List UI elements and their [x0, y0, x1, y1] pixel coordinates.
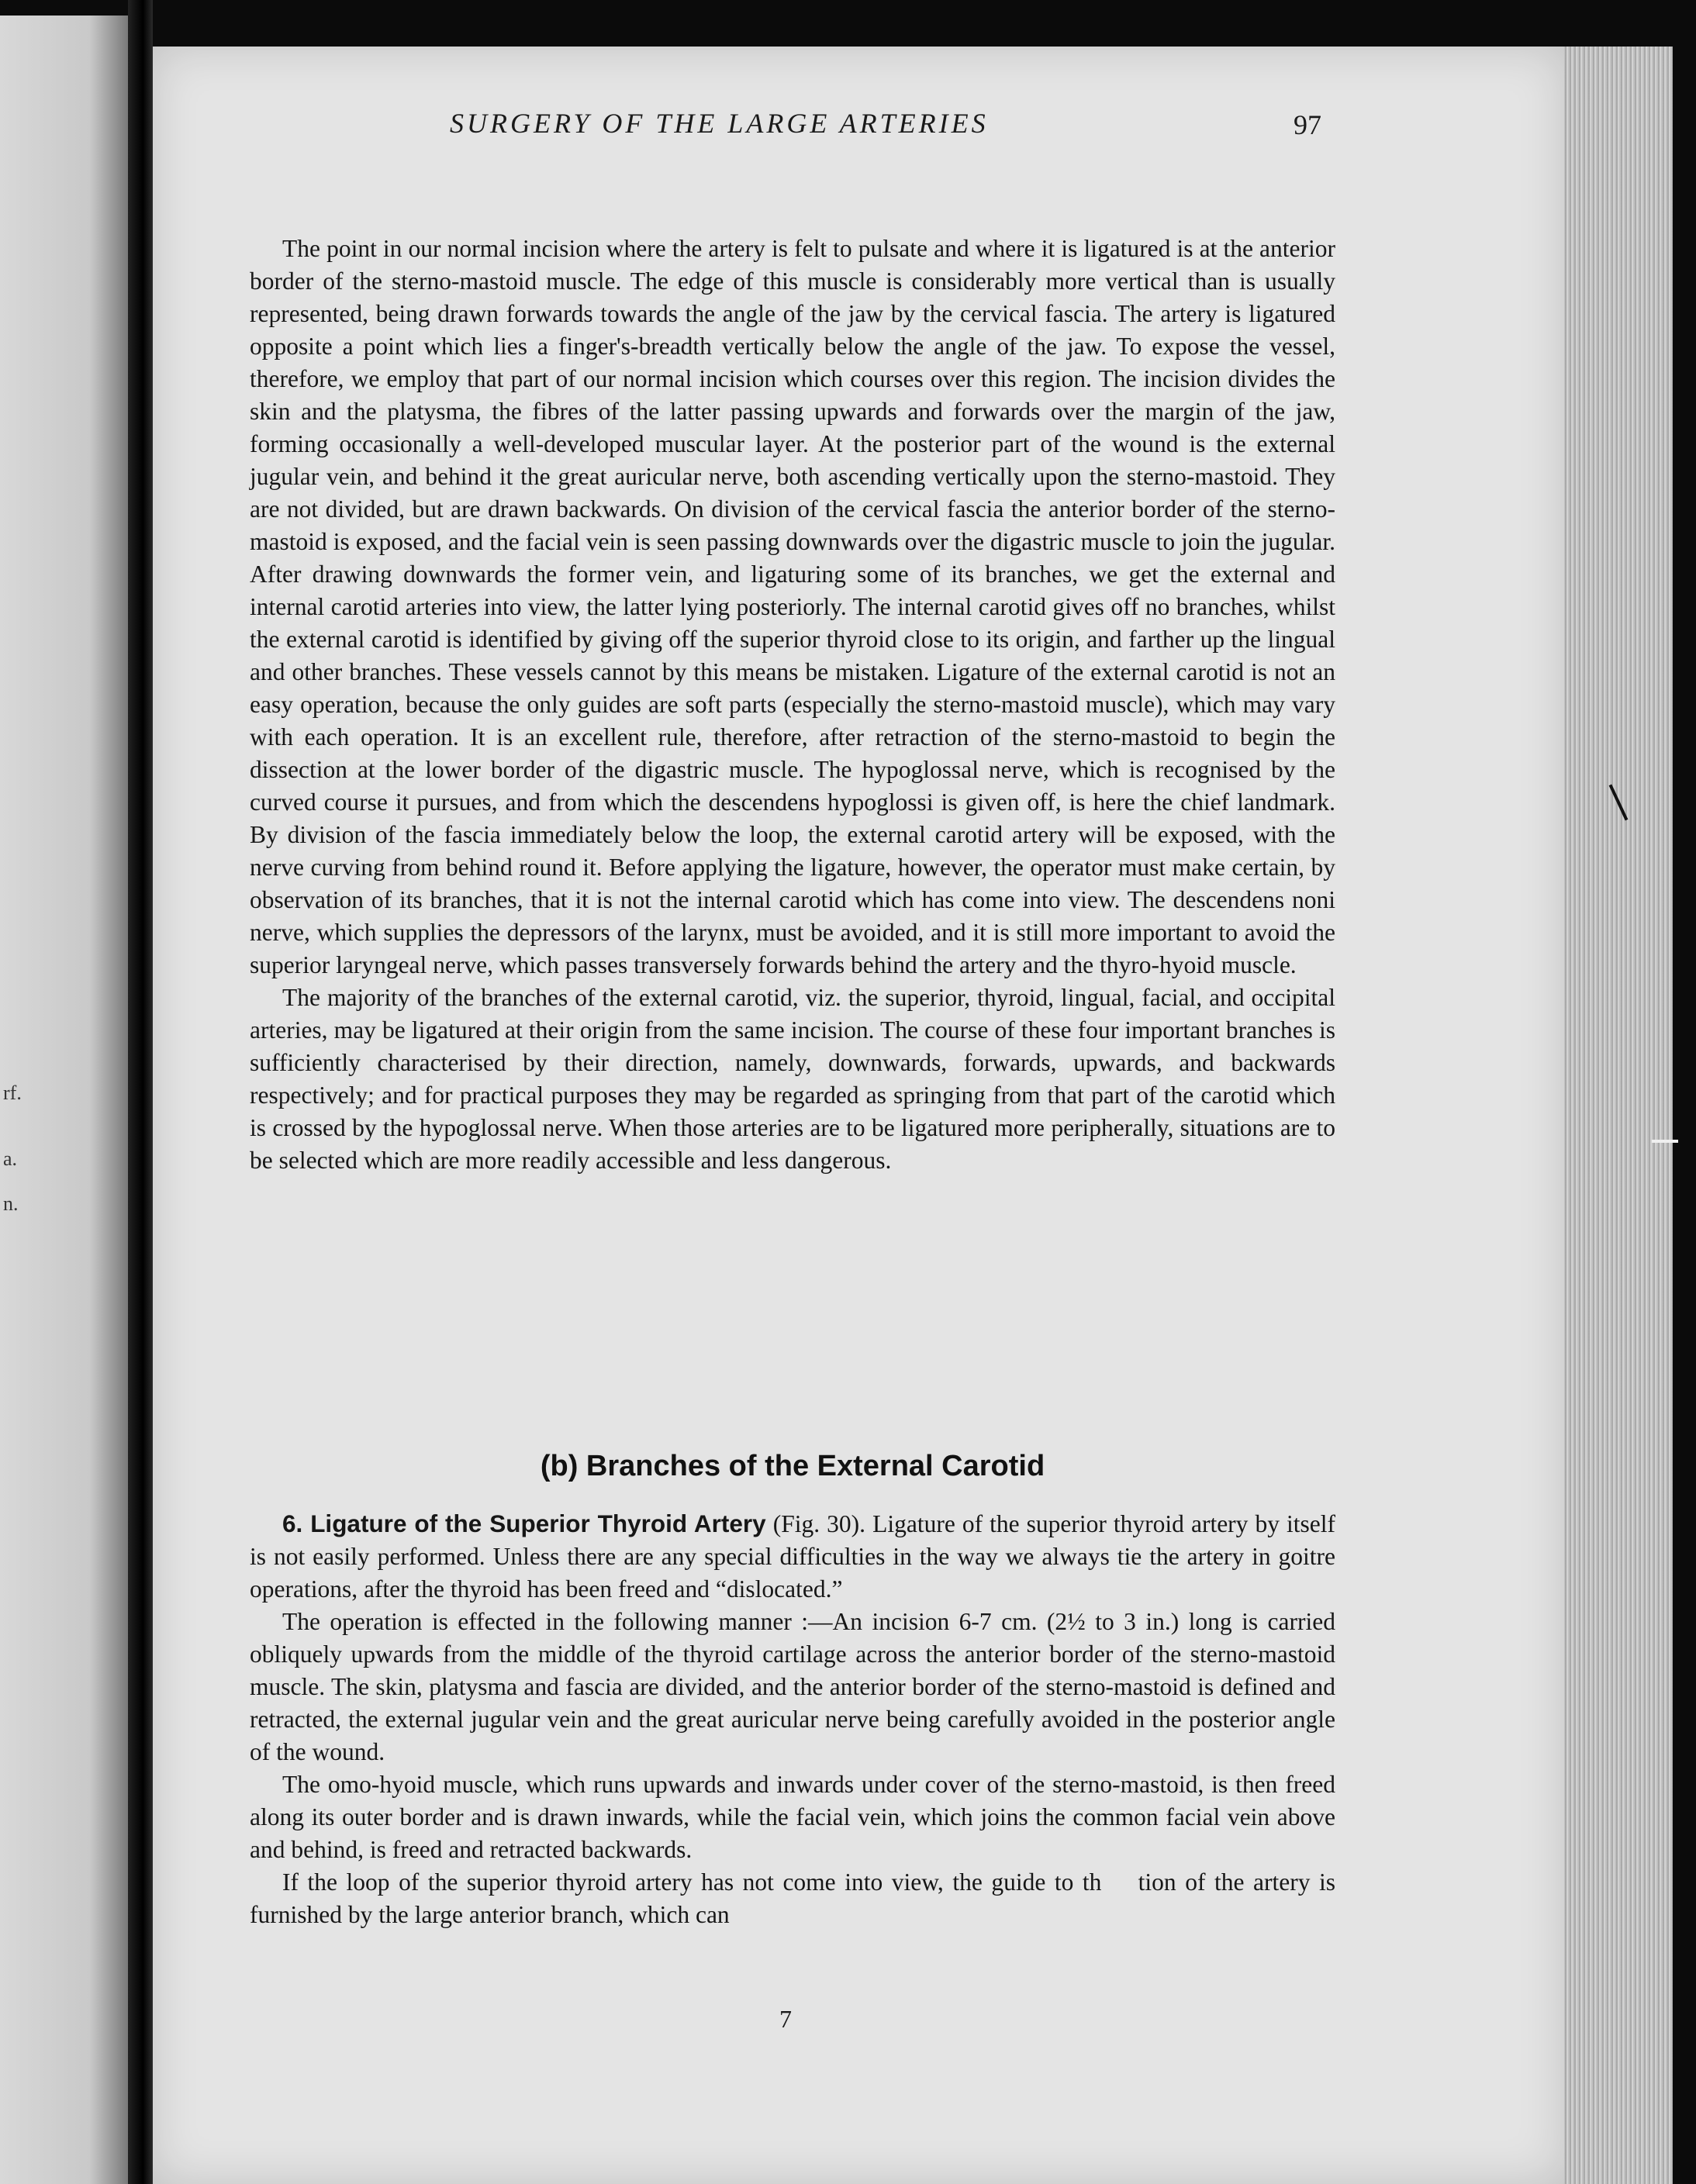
main-text-block [250, 233, 1335, 1177]
prev-page-fragment: n. [3, 1192, 19, 1215]
running-head: SURGERY OF THE LARGE ARTERIES [450, 108, 989, 139]
prev-page-fragment: rf. [3, 1082, 22, 1104]
paragraph-text: (Fig. 30). Ligature of the superior thyroid artery by itself is not easily performed. Unless there are any special difficulties in the way we always tie the artery in goitre operations, after the thyroid has been freed and “dislocated.” [250, 1510, 1335, 1603]
paragraph: The point in our normal incision where the artery is felt to pulsate and where it is ligatured is at the anterior border of the sterno-mastoid muscle. The edge of this muscle is considerably more vertical than is usually represented, being drawn forwards towards the angle of the jaw by the cervical fascia. The artery is ligatured opposite a point which lies a finger's-breadth vertically below the angle of the jaw. To expose the vessel, therefore, we employ that part of our normal incision which courses over this region. The incision divides the skin and the platysma, the fibres of the latter passing upwards and forwards over the margin of the jaw, forming occasionally a well-developed muscular layer. At the posterior part of the wound is the external jugular vein, and behind it the great auricular nerve, both ascending vertically upon the sterno-mastoid. They are not divided, but are drawn backwards. On division of the cervical fascia the anterior border of the sterno-mastoid is exposed, and the facial vein is seen passing downwards over the digastric muscle to join the jugular. After drawing downwards the former vein, and ligaturing some of its branches, we get the external and internal carotid arteries into view, the latter lying posteriorly. The internal carotid gives off no branches, whilst the external carotid is identified by giving off the superior thyroid close to its origin, and farther up the lingual and other branches. These vessels cannot by this means be mistaken. Ligature of the external carotid is not an easy operation, because the only guides are soft parts (especially the sterno-mastoid muscle), which may vary with each operation. It is an excellent rule, therefore, after retraction of the sterno-mastoid to begin the dissection at the lower border of the digastric muscle. The hypoglossal nerve, which is recognised by the curved course it pursues, and from which the descendens hypoglossi is given off, is here the chief landmark. By division of the fascia immediately below the loop, the external carotid artery will be exposed, with the nerve curving from behind round it. Before applying the ligature, however, the operator must make certain, by observation of its branches, that it is not the internal carotid which has come into view. The descendens noni nerve, which supplies the depressors of the larynx, must be avoided, and it is still more important to avoid the superior laryngeal nerve, which passes transversely forwards behind the artery and the thyro-hyoid muscle. [250, 235, 1335, 978]
section-text-block [250, 1507, 1335, 1931]
paragraph: The omo-hyoid muscle, which runs upwards and inwards under cover of the sterno-mastoid, is then freed along its outer border and is drawn inwards, while the facial vein, which joins the common facial vein above and behind, is freed and retracted backwards. [250, 1771, 1335, 1863]
previous-page-edge [0, 16, 128, 2184]
book-gutter [128, 0, 153, 2184]
paragraph: The majority of the branches of the external carotid, viz. the superior, thyroid, lingual, facial, and occipital arteries, may be ligatured at their origin from the same incision. The course of these four important branches is sufficiently characterised by their direction, namely, downwards, forwards, upwards, and backwards respectively; and for practical purposes they may be regarded as springing from that part of the carotid which is crossed by the hypoglossal nerve. When those arteries are to be ligatured more peripherally, situations are to be selected which are more readily accessible and less dangerous. [250, 984, 1335, 1174]
page-number: 97 [1294, 109, 1321, 140]
page-fore-edge [1564, 47, 1673, 2184]
subsection-title: 6. Ligature of the Superior Thyroid Artery [282, 1509, 766, 1537]
prev-page-fragment: a. [3, 1147, 18, 1170]
scan-artifact-mark [1652, 1140, 1678, 1143]
paragraph: If the loop of the superior thyroid artery has not come into view, the guide to th tion of the artery is furnished by the large anterior branch, which can [250, 1868, 1335, 1928]
section-heading: (b) Branches of the External Carotid [540, 1450, 1045, 1482]
signature-mark: 7 [779, 2005, 792, 2033]
paragraph [250, 1507, 1335, 1606]
paragraph: The operation is effected in the following manner :—An incision 6-7 cm. (2½ to 3 in.) long is carried obliquely upwards from the middle of the thyroid cartilage across the anterior border of the sterno-mastoid muscle. The skin, platysma and fascia are divided, and the anterior border of the sterno-mastoid is defined and retracted, the external jugular vein and the great auricular nerve being carefully avoided in the posterior angle of the wound. [250, 1608, 1335, 1765]
